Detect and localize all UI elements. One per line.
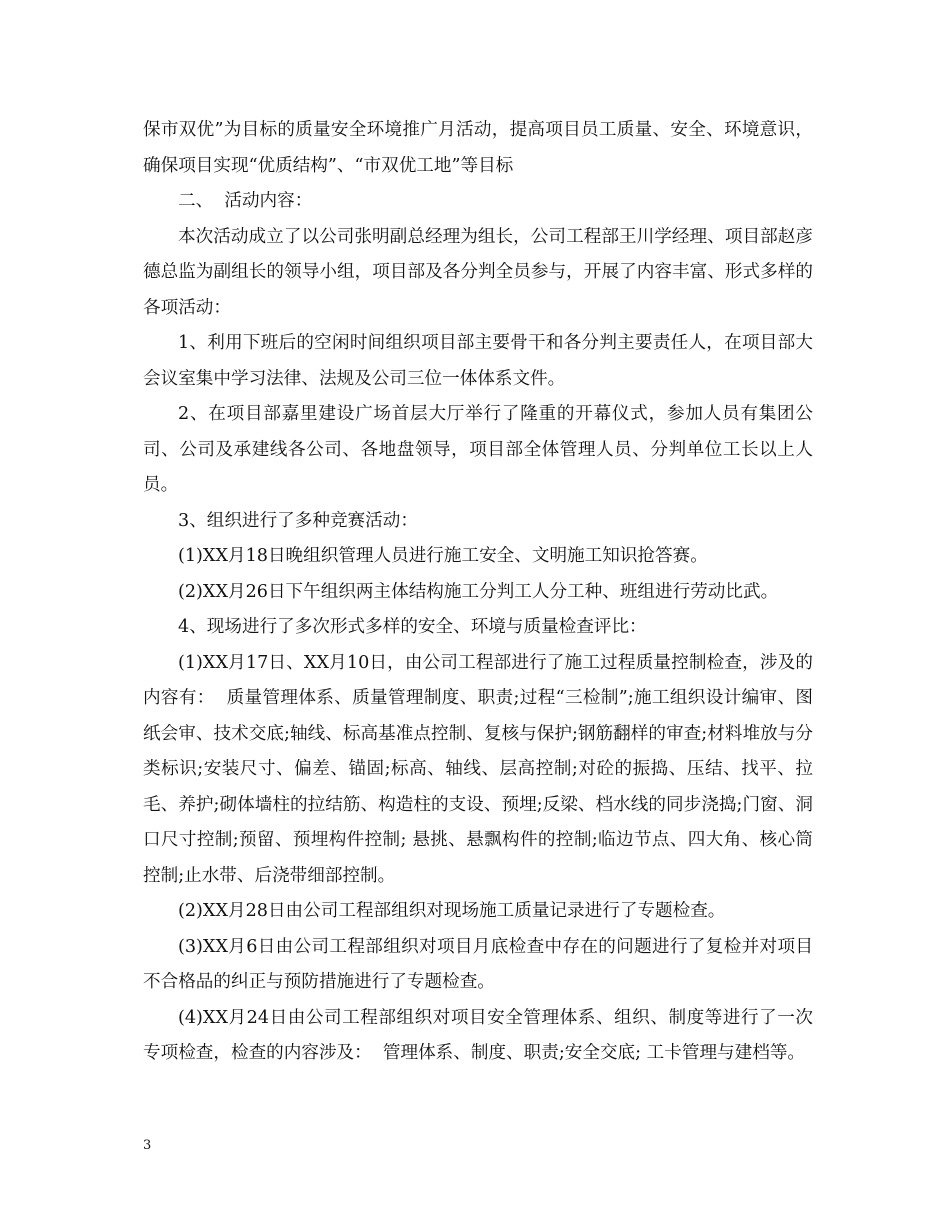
section-heading-activity-content: 二、 活动内容： [178,191,313,211]
sub-item-3-1: (1)XX月18日晚组织管理人员进行施工安全、文明施工知识抢答赛。 [178,546,708,566]
paragraph-1: 保市双优”为目标的质量安全环境推广月活动，提高项目员工质量、安全、环境意识，确保项目实现“优质结构”、“市双优工地”等目标 [143,120,813,176]
sub-item-3-2: (2)XX月26日下午组织两主体结构施工分判工人分工种、班组进行劳动比武。 [178,581,779,602]
sub-item-4-2: (2)XX月28日由公司工程部组织对现场施工质量记录进行了专题检查。 [178,901,726,921]
list-item-2: 2、在项目部嘉里建设广场首层大厅举行了隆重的开幕仪式，参加人员有集团公司、公司及承建线各公司、各地盘领导，项目部全体管理人员、分判单位工长以上人员。 [143,404,813,495]
sub-item-4-3: (3)XX月6日由公司工程部组织对项目月底检查中存在的问题进行了复检并对项目不合格品的纠正与预防措施进行了专题检查。 [143,936,813,992]
body-text [143,113,813,1072]
list-item-4: 4、现场进行了多次形式多样的安全、环境与质量检查评比： [178,617,647,637]
paragraph-3: 本次活动成立了以公司张明副总经理为组长，公司工程部王川学经理、项目部赵彦德总监为副组长的领导小组，项目部及各分判全员参与，开展了内容丰富、形式多样的各项活动： [143,226,813,318]
page-number: 3 [143,1138,152,1153]
list-item-3: 3、组织进行了多种竞赛活动： [178,510,418,531]
sub-item-4-1: (1)XX月17日、XX月10日，由公司工程部进行了施工过程质量控制检查，涉及的内容有： 质量管理体系、质量管理制度、职责;过程“三检制”;施工组织设计编审、图纸会审、技术交底;轴线、标高基准点控制、复核与保护;钢筋翻样的审查;材料堆放与分类标识;安装尺寸、偏差、锚固;标高、轴线、层高控制;对砼的振捣、压结、找平、拉毛、养护;砌体墙柱的拉结筋、构造柱的支设、预埋;反梁、档水线的同步浇捣;门窗、洞口尺寸控制;预留、预埋构件控制; 悬挑、悬飘构件的控制;临边节点、四大角、核心筒控制;止水带、后浇带细部控制。 [143,652,813,886]
list-item-1: 1、利用下班后的空闲时间组织项目部主要骨干和各分判主要责任人，在项目部大会议室集中学习法律、法规及公司三位一体体系文件。 [143,333,813,389]
sub-item-4-4: (4)XX月24日由公司工程部组织对项目安全管理体系、组织、制度等进行了一次专项检查，检查的内容涉及： 管理体系、制度、职责;安全交底; 工卡管理与建档等。 [143,1007,813,1063]
